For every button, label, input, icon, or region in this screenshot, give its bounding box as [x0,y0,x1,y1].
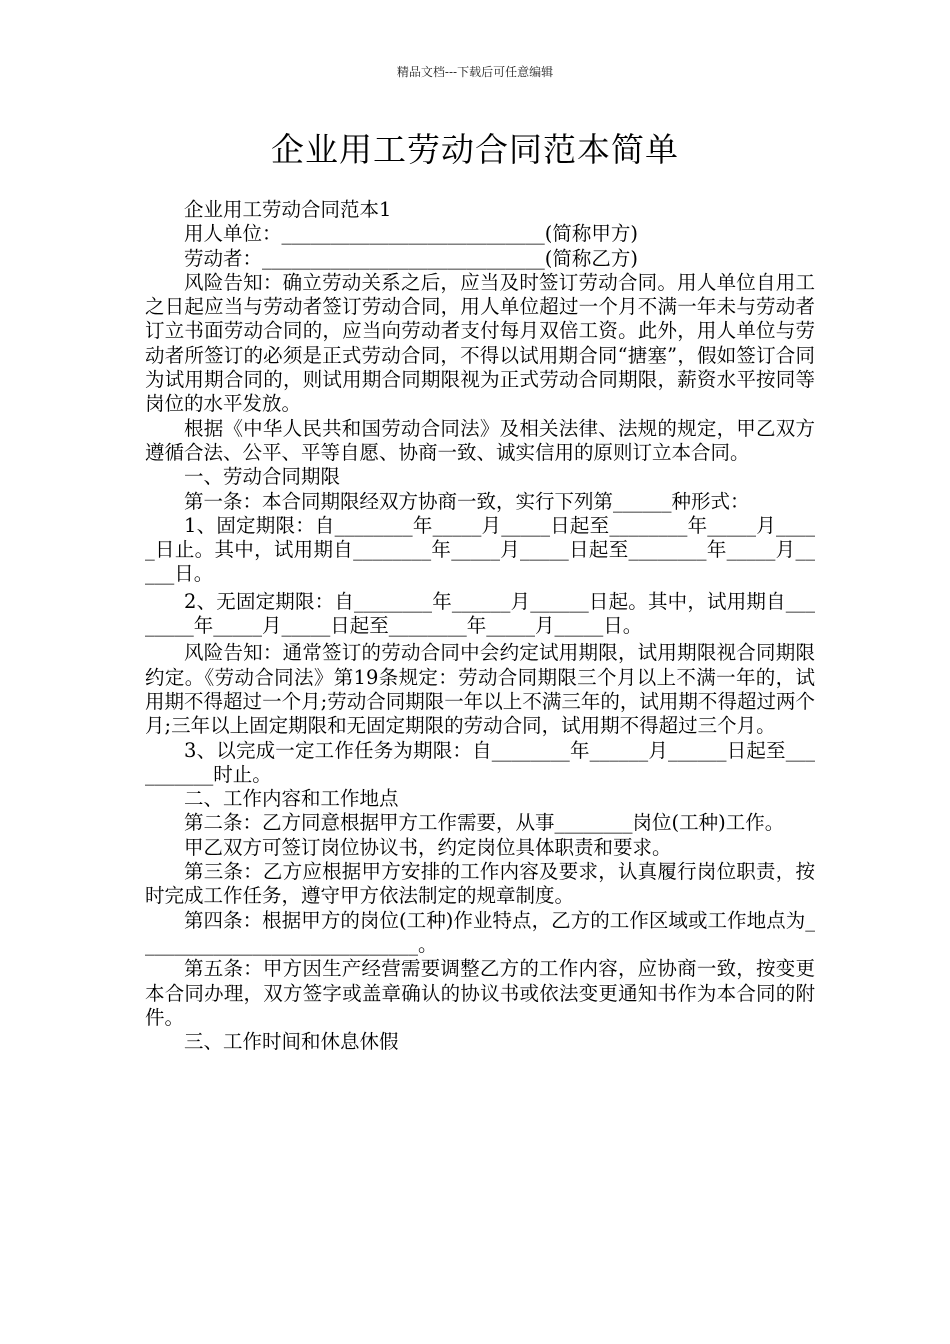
paragraph: 风险告知：确立劳动关系之后，应当及时签订劳动合同。用人单位自用工之日起应当与劳动者签订劳动合同，用人单位超过一个月不满一年未与劳动者订立书面劳动合同的，应当向劳动者支付每月双倍工资。此外，用人单位与劳动者所签订的必须是正式劳动合同，不得以试用期合同“搪塞”，假如签订合同为试用期合同的，则试用期合同期限视为正式劳动合同期限，薪资水平按同等岗位的水平发放。 [145,270,815,416]
header-note: 精品文档---下载后可任意编辑 [396,65,554,79]
paragraph: 1、固定期限：自________年_____月_____日起至________年_____月_____日止。其中，试用期自________年_____月_____日起至________年_____月_____日。 [145,513,815,586]
paragraph: 第五条：甲方因生产经营需要调整乙方的工作内容，应协商一致，按变更本合同办理，双方签字或盖章确认的协议书或依法变更通知书作为本合同的附件。 [145,957,815,1029]
paragraph: 根据《中华人民共和国劳动合同法》及相关法律、法规的规定，甲乙双方遵循合法、公平、平等自愿、协商一致、诚实信用的原则订立本合同。 [145,416,815,464]
paragraph: 一、劳动合同期限 [184,465,341,489]
document-title: 企业用工劳动合同范本简单 [271,130,679,169]
paragraph: 企业用工劳动合同范本1 [184,198,392,221]
paragraph: 第二条：乙方同意根据甲方工作需要，从事________岗位(工种)工作。 [184,811,785,835]
paragraph: 二、工作内容和工作地点 [184,787,399,811]
paragraph: 劳动者：_____________________________(简称乙方) [184,246,638,270]
paragraph: 3、以完成一定工作任务为期限：自________年______月______日起至__________时止。 [145,738,815,786]
document-body [145,198,815,1054]
paragraph: 第三条：乙方应根据甲方安排的工作内容及要求，认真履行岗位职责，按时完成工作任务，遵守甲方依法制定的规章制度。 [145,860,815,908]
paragraph: 第四条：根据甲方的岗位(工种)作业特点，乙方的工作区域或工作地点为_____________________________。 [145,908,815,956]
paragraph: 2、无固定期限：自________年______月______日起。其中，试用期自________年_____月_____日起至________年_____月_____日。 [145,589,815,638]
paragraph: 风险告知：通常签订的劳动合同中会约定试用期限，试用期限视合同期限约定。《劳动合同法》第19条规定：劳动合同期限三个月以上不满一年的，试用期不得超过一个月;劳动合同期限一年以上不满三年的，试用期不得超过两个月;三年以上固定期限和无固定期限的劳动合同，试用期不得超过三个月。 [145,641,815,738]
paragraph: 用人单位：___________________________(简称甲方) [184,222,638,246]
paragraph: 三、工作时间和休息休假 [184,1030,399,1054]
paragraph: 甲乙双方可签订岗位协议书，约定岗位具体职责和要求。 [184,835,672,859]
paragraph: 第一条：本合同期限经双方协商一致，实行下列第______种形式： [184,489,750,513]
